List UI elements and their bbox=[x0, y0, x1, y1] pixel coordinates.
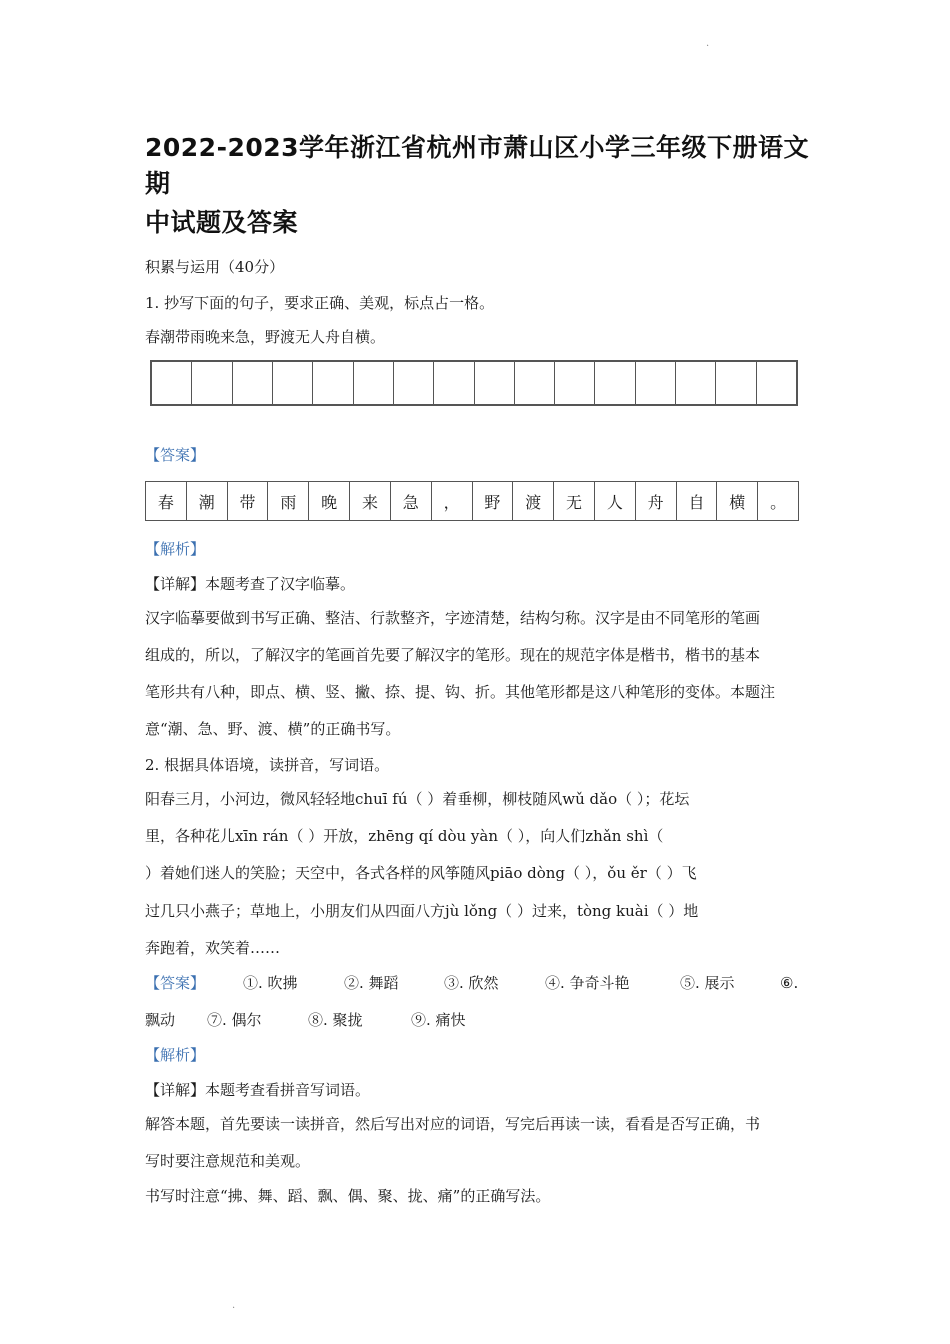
q2-answer-item: ①. 吹拂 bbox=[243, 974, 298, 992]
grid-cell bbox=[434, 362, 474, 404]
q2-prompt: 2. 根据具体语境，读拼音，写词语。 bbox=[145, 756, 390, 774]
grid-cell bbox=[716, 362, 756, 404]
bottom-mark: . bbox=[232, 1300, 236, 1311]
q2-answer-item: 飘动 bbox=[145, 1011, 176, 1029]
q2-passage-line: ）着她们迷人的笑脸；天空中，各式各样的风筝随风piāo dòng（ ），ǒu ěr（ ）飞 bbox=[145, 864, 697, 882]
grid-cell bbox=[636, 362, 676, 404]
answer-cell: 。 bbox=[770, 492, 787, 512]
q1-detail-line: 意“潮、急、野、渡、横”的正确书写。 bbox=[145, 720, 401, 738]
answer-cell: 舟 bbox=[636, 482, 677, 520]
answer-cell: 雨 bbox=[268, 482, 309, 520]
q2-detail-line: 书写时注意“拂、舞、蹈、飘、偶、聚、拢、痛”的正确写法。 bbox=[145, 1187, 551, 1205]
q2-answer-item: ⑧. 聚拢 bbox=[308, 1011, 363, 1029]
grid-cell bbox=[394, 362, 434, 404]
answer-table bbox=[145, 481, 799, 521]
grid-cell bbox=[273, 362, 313, 404]
q2-answer-item: ④. 争奇斗艳 bbox=[545, 974, 630, 992]
grid-cell bbox=[475, 362, 515, 404]
q1-detail-line: 【详解】本题考查了汉字临摹。 bbox=[145, 575, 356, 593]
q2-answer-row-1 bbox=[145, 972, 810, 994]
q1-answer-label: 【答案】 bbox=[145, 446, 206, 464]
answer-cell: 晚 bbox=[309, 482, 350, 520]
grid-cell bbox=[595, 362, 635, 404]
answer-cell: 带 bbox=[228, 482, 269, 520]
writing-grid bbox=[150, 360, 798, 406]
q1-detail-line: 汉字临摹要做到书写正确、整洁、行款整齐，字迹清楚，结构匀称。汉字是由不同笔形的笔画 bbox=[145, 609, 761, 627]
grid-cell bbox=[313, 362, 353, 404]
q2-detail-line: 解答本题，首先要读一读拼音，然后写出对应的词语，写完后再读一读，看看是否写正确，书 bbox=[145, 1115, 761, 1133]
grid-cell bbox=[152, 362, 192, 404]
answer-cell: 野 bbox=[473, 482, 514, 520]
top-mark: . bbox=[706, 38, 710, 49]
q2-answer-item: ②. 舞蹈 bbox=[344, 974, 399, 992]
answer-cell: ， bbox=[432, 482, 473, 520]
answer-cell: 无 bbox=[554, 482, 595, 520]
q2-answer-row-2 bbox=[145, 1009, 810, 1031]
q1-detail-line: 笔形共有八种，即点、横、竖、撇、捺、提、钩、折。其他笔形都是这八种笔形的变体。本题注 bbox=[145, 683, 776, 701]
q2-answer-item: ⑥. bbox=[780, 974, 799, 992]
q2-passage-line: 阳春三月，小河边，微风轻轻地chuī fú（ ）着垂柳，柳枝随风wǔ dǎo（ ）；花坛 bbox=[145, 790, 690, 808]
q2-answer-label: 【答案】 bbox=[145, 974, 206, 992]
q2-answer-item: ⑤. 展示 bbox=[680, 974, 735, 992]
q2-analysis-label: 【解析】 bbox=[145, 1046, 206, 1064]
grid-cell bbox=[192, 362, 232, 404]
grid-cell bbox=[515, 362, 555, 404]
q2-passage-line: 里，各种花儿xīn rán（ ）开放，zhēng qí dòu yàn（ ），向人们zhǎn shì（ bbox=[145, 827, 664, 845]
answer-cell: 来 bbox=[350, 482, 391, 520]
answer-cell: 潮 bbox=[187, 482, 228, 520]
document-title-line-2: 中试题及答案 bbox=[145, 208, 299, 237]
document-title-line-1: 2022-2023学年浙江省杭州市萧山区小学三年级下册语文期 bbox=[145, 133, 810, 198]
q2-answer-item: ⑦. 偶尔 bbox=[207, 1011, 262, 1029]
q1-prompt: 1. 抄写下面的句子，要求正确、美观，标点占一格。 bbox=[145, 294, 495, 312]
answer-cell: 渡 bbox=[513, 482, 554, 520]
q2-answer-item: ⑨. 痛快 bbox=[411, 1011, 466, 1029]
answer-cell: 横 bbox=[717, 482, 758, 520]
grid-cell bbox=[757, 362, 796, 404]
q2-passage-line: 奔跑着，欢笑着…… bbox=[145, 939, 281, 957]
q1-sentence: 春潮带雨晚来急，野渡无人舟自横。 bbox=[145, 328, 386, 346]
q2-detail-line: 写时要注意规范和美观。 bbox=[145, 1152, 311, 1170]
answer-cell: 人 bbox=[595, 482, 636, 520]
grid-cell bbox=[676, 362, 716, 404]
q1-detail-line: 组成的，所以，了解汉字的笔画首先要了解汉字的笔形。现在的规范字体是楷书，楷书的基本 bbox=[145, 646, 761, 664]
q2-passage-line: 过几只小燕子；草地上，小朋友们从四面八方jù lǒng（ ）过来，tòng kuài（ ）地 bbox=[145, 902, 699, 920]
section-heading: 积累与运用（40分） bbox=[145, 258, 285, 276]
q2-answer-item: ③. 欣然 bbox=[444, 974, 499, 992]
answer-cell: 急 bbox=[391, 482, 432, 520]
grid-cell bbox=[555, 362, 595, 404]
answer-cell: 自 bbox=[677, 482, 718, 520]
q2-detail-line: 【详解】本题考查看拼音写词语。 bbox=[145, 1081, 371, 1099]
grid-cell bbox=[354, 362, 394, 404]
q1-analysis-label: 【解析】 bbox=[145, 540, 206, 558]
answer-cell: 春 bbox=[146, 482, 187, 520]
grid-cell bbox=[233, 362, 273, 404]
